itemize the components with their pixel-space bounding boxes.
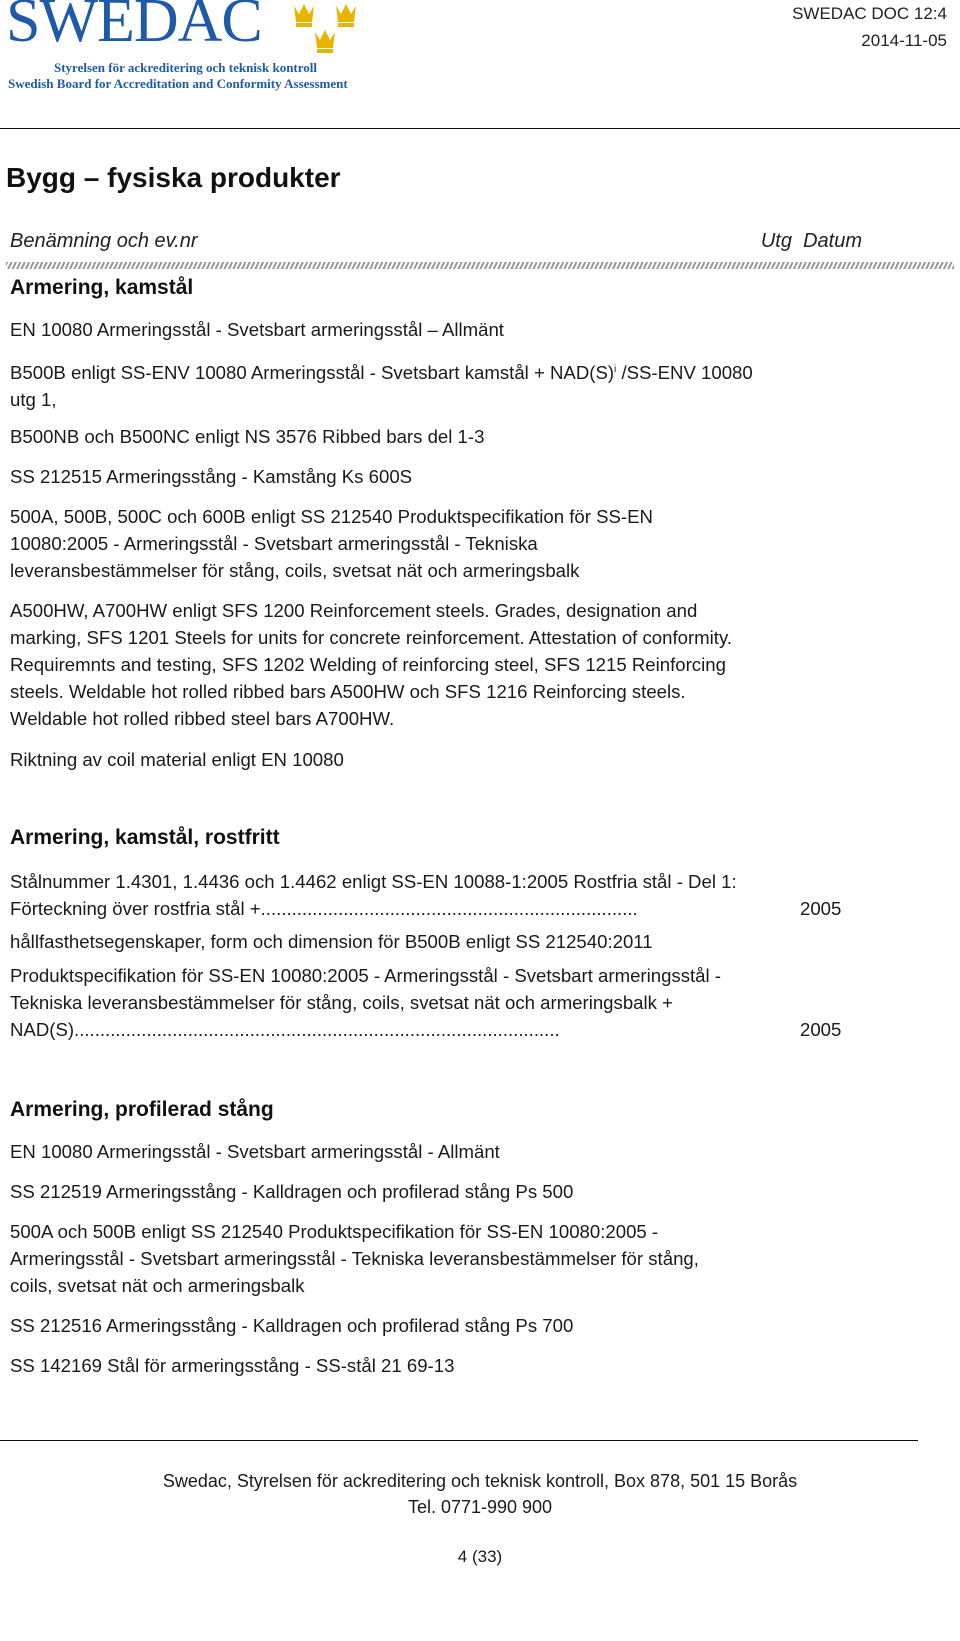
logo-subtitle-english: Swedish Board for Accreditation and Conformity Assessment	[8, 76, 348, 91]
list-item	[10, 356, 770, 413]
header-divider	[0, 128, 960, 129]
list-item-text: Produktspecifikation för SS-EN 10080:2005 - Armeringsstål - Svetsbart armeringsstål - Tekniska leveransbestämmelser för stång, coils, svetsat nät och armeringsbalk + NAD(S)	[10, 965, 722, 1040]
hatched-divider	[6, 262, 954, 269]
list-item: SS 212519 Armeringsstång - Kalldragen och profilerad stång Ps 500	[10, 1181, 574, 1202]
list-item	[10, 868, 755, 922]
list-item: SS 212515 Armeringsstång - Kamstång Ks 600S	[10, 466, 413, 487]
list-item: A500HW, A700HW enligt SFS 1200 Reinforcement steels. Grades, designation and marking, SFS 1201 Steels for units for concrete reinforcement. Attestation of conformity. Requiremnts and testing, SFS 1202 Welding of reinforcing steel, SFS 1215 Reinforcing steels. Weldable hot rolled ribbed bars A500HW och SFS 1216 Reinforcing steels. Weldable hot rolled ribbed steel bars A700HW.	[10, 600, 733, 729]
section-title-rostfritt: Armering, kamstål, rostfritt	[10, 826, 280, 849]
list-item: EN 10080 Armeringsstål - Svetsbart armeringsstål - Allmänt	[10, 1141, 500, 1162]
doc-number: SWEDAC DOC 12:4	[792, 4, 947, 23]
document-identifier	[792, 0, 947, 54]
list-item: B500NB och B500NC enligt NS 3576 Ribbed bars del 1-3	[10, 426, 485, 447]
list-item: SS 142169 Stål för armeringsstång - SS-stål 21 69-13	[10, 1355, 455, 1376]
dot-leader: ..............................................................................................	[74, 1019, 560, 1040]
list-item: SS 212516 Armeringsstång - Kalldragen och profilerad stång Ps 700	[10, 1315, 574, 1336]
list-item: hållfasthetsegenskaper, form och dimension för B500B enligt SS 212540:2011	[10, 931, 653, 952]
footer-divider	[0, 1440, 918, 1441]
swedac-logo	[6, 0, 386, 95]
list-item: 500A och 500B enligt SS 212540 Produktspecifikation för SS-EN 10080:2005 - Armeringsstål - Svetsbart armeringsstål - Tekniska leveransbestämmelser för stång, coils, svetsat nät och armeringsbalk	[10, 1221, 699, 1296]
list-item-text: B500B enligt SS-ENV 10080 Armeringsstål - Svetsbart kamstål + NAD(S)	[10, 362, 615, 384]
list-item: Riktning av coil material enligt EN 10080	[10, 749, 344, 770]
list-item: 500A, 500B, 500C och 600B enligt SS 212540 Produktspecifikation för SS-EN 10080:2005 - Armeringsstål - Svetsbart armeringsstål - Tekniska leveransbestämmelser för stång, coils, svetsat nät och armeringsbalk	[10, 506, 653, 581]
page-number: 4 (33)	[457, 1547, 503, 1566]
edition-year: 2005	[800, 898, 842, 919]
list-item-text-cont: /SS-ENV 10080 utg 1,	[10, 362, 753, 411]
list-item-text: Stålnummer 1.4301, 1.4436 och 1.4462 enligt SS-EN 10088-1:2005 Rostfria stål - Del 1: Förteckning över rostfria stål +	[10, 871, 737, 919]
footer-address: Swedac, Styrelsen för ackreditering och teknisk kontroll, Box 878, 501 15 Borås	[162, 1471, 798, 1491]
doc-date: 2014-11-05	[861, 31, 947, 50]
page-title: Bygg – fysiska produkter	[6, 162, 341, 193]
list-item	[10, 962, 755, 1043]
column-head-edition-date: Utg Datum	[760, 230, 862, 252]
footnote-marker: i	[614, 364, 617, 375]
section-title-armering-kamstal: Armering, kamstål	[10, 276, 194, 299]
section-title-profilerad-stang: Armering, profilerad stång	[10, 1098, 274, 1121]
logo-subtitle-swedish: Styrelsen för ackreditering och teknisk kontroll	[54, 60, 318, 75]
list-item: EN 10080 Armeringsstål - Svetsbart armeringsstål – Allmänt	[10, 319, 504, 340]
three-crowns-icon	[276, 2, 376, 58]
column-head-name: Benämning och ev.nr	[10, 230, 198, 252]
dot-leader: .........................................................................	[260, 898, 638, 919]
footer-phone: Tel. 0771-990 900	[407, 1497, 553, 1517]
logo-wordmark: SWEDAC	[6, 0, 262, 55]
edition-year: 2005	[800, 1019, 842, 1040]
